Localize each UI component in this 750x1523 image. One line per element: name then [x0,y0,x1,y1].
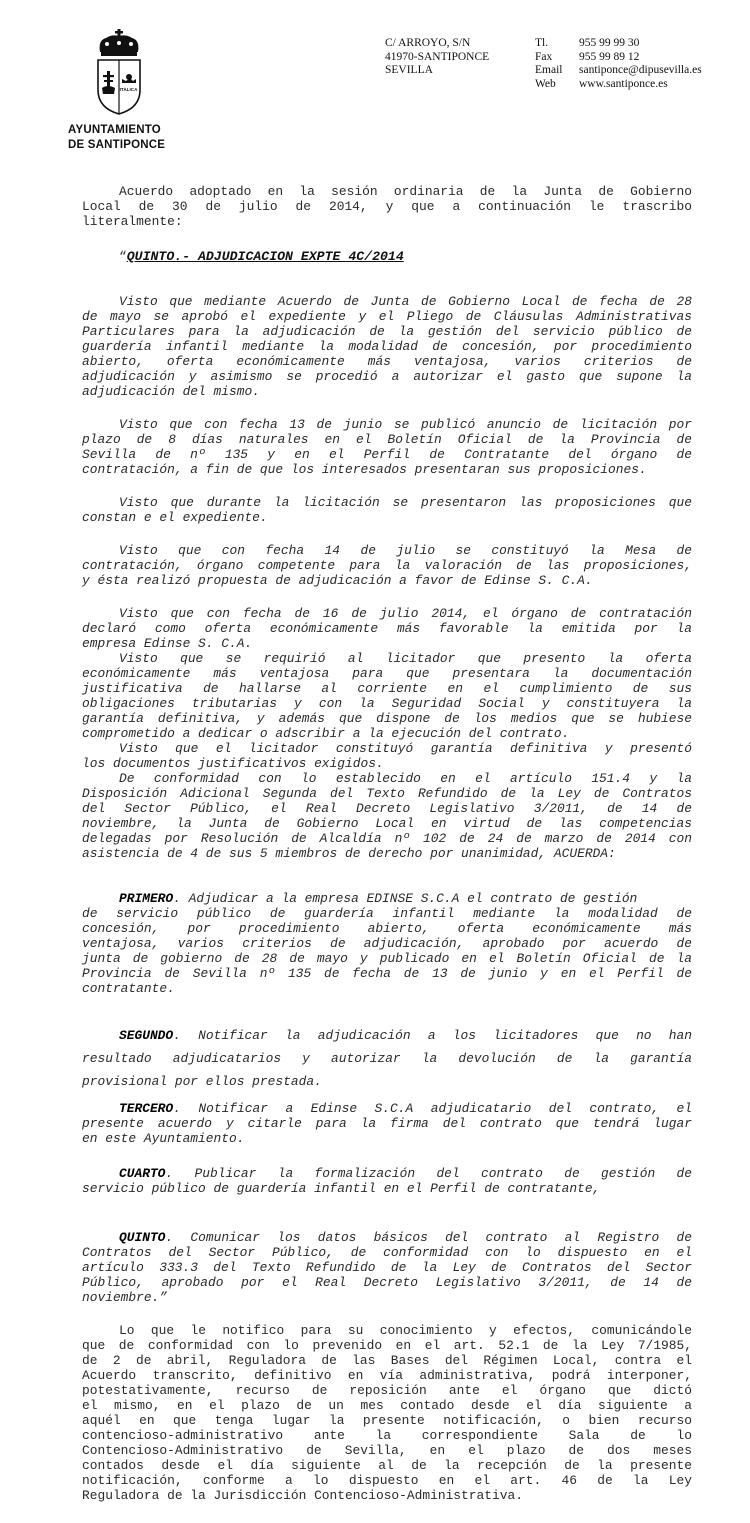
resolution-label: PRIMERO [119,891,174,906]
paragraph-conformidad [82,771,692,861]
text-line: Visto que con fecha de 16 de julio 2014, el órgano de contratación [119,606,692,621]
text-line [82,1101,692,1116]
text-line: de mayo se aprobó el expediente y el Pliego de Cláusulas Administrativas [82,309,692,324]
text-line: Visto que mediante Acuerdo de Junta de Gobierno Local de fecha de 28 [119,294,692,309]
text-line: del Sector Público, el Real Decreto Legislativo 3/2011, de 14 de [82,801,692,816]
resolution-label: TERCERO [119,1101,174,1116]
text-line: plazo de 8 días naturales en el Boletín Oficial de la Provincia de [82,432,692,447]
text-line: De conformidad con lo establecido en el artículo 151.4 y la [119,771,692,786]
text-line: artículo 333.3 del Texto Refundido de la Ley de Contratos del Sector [82,1260,692,1275]
text-line: contratante. [82,981,175,996]
text-line: literalmente: [82,214,183,229]
text-line: delegadas por Resolución de Alcaldía nº 102 de 24 de marzo de 2014 con [82,831,692,846]
text-line: de servicio público de guardería infantil mediante la modalidad de [82,906,692,921]
text-line: Visto que durante la licitación se presentaron las proposiciones que [119,495,692,510]
text-line: Sevilla de nº 135 y en el Perfil de Contratante del órgano de [82,447,692,462]
text-line: contencioso-administrativo ante la correspondiente Sala de lo [82,1428,692,1443]
text-line: servicio público de guardería infantil en el Perfil de contratante, [82,1181,601,1196]
paragraph-visto-2 [82,417,692,477]
contact-email [535,64,702,78]
text-line: comprometido a dedicar o adscribir a la ejecución del contrato. [82,726,570,741]
paragraph-visto-7 [82,741,692,771]
address-line: 41970-SANTIPONCE [385,50,490,63]
text-line: justificativa de hallarse al corriente en el cumplimiento de sus [82,681,692,696]
text-line: Local de 30 de julio de 2014, y que a continuación le trascribo [82,199,692,214]
text-line: declaró como oferta económicamente más favorable la emitida por la [82,621,692,636]
resolution-quinto [82,1230,692,1305]
text-line: contados desde el día siguiente al de la recepción de la presente [82,1458,692,1473]
text-line: obligaciones tributarias y con la Seguridad Social y constituyera la [82,696,692,711]
text-line: Acuerdo transcrito, definitivo en vía administrativa, podrá interponer, [82,1368,692,1383]
opening-quote: “ [119,249,127,264]
paragraph-visto-3 [82,495,692,525]
email-link[interactable]: santiponce@dipusevilla.es [579,64,702,76]
web-link[interactable]: www.santiponce.es [579,77,668,90]
text-line: de 2 de abril, Reguladora de las Bases del Régimen Local, contra el [82,1353,692,1368]
text-line: Reguladora de la Jurisdicción Contencioso-Administrativa. [82,1488,523,1503]
contact-value: 955 99 99 30 [579,37,640,49]
contact-web [535,78,702,92]
contact-label: Email [535,64,563,76]
text-line: Provincia de Sevilla nº 135 de fecha de 13 de junio y en el Perfil de [82,966,692,981]
text-line: ventajosa, varios criterios de adjudicación, aprobado por acuerdo de [82,936,692,951]
text-line: que de conformidad con lo prevenido en el art. 52.1 de la Ley 7/1985, [82,1338,692,1353]
text-line: adjudicación del mismo. [82,384,260,399]
text-line: en este Ayuntamiento. [82,1131,245,1146]
contact-label: Fax [535,50,553,63]
text-line: Acuerdo adoptado en la sesión ordinaria de la Junta de Gobierno [119,184,692,199]
resolution-cuarto [82,1166,692,1196]
paragraph-visto-6 [82,651,692,741]
text-line: Lo que le notifico para su conocimiento y efectos, comunicándole [119,1323,692,1338]
org-name-line2: DE SANTIPONCE [68,139,166,151]
text-line: junta de gobierno de 28 de mayo y publicado en el Boletín Oficial de la [82,951,692,966]
text-line: notificación, conforme a lo dispuesto en el art. 46 de la Ley [82,1473,692,1488]
text-line [82,1166,692,1181]
address-line: SEVILLA [385,64,433,76]
organization-name [68,123,165,153]
resolution-primero [82,891,692,996]
paragraph-visto-5 [82,606,692,651]
text-line: garantía definitiva, y además que dispone de los medios que se hubiese [82,711,692,726]
resolution-label: QUINTO [119,1230,166,1245]
text-line [82,1230,692,1245]
text-line: resultado adjudicatarios y autorizar la devolución de la garantía [82,1051,692,1066]
text-line: los documentos justificativos exigidos. [82,756,384,771]
municipal-crest-icon [92,28,146,116]
text-line: Visto que se requirió al licitador que presento la oferta [119,651,692,666]
resolution-text: . Publicar la formalización del contrato de gestión de [165,1166,692,1181]
resolution-segundo [82,1024,692,1093]
text-line: noviembre.” [82,1290,168,1305]
org-name-line1: AYUNTAMIENTO [68,124,161,136]
text-line: Visto que el licitador constituyó garantía definitiva y presentó [119,741,692,756]
resolution-tercero [82,1101,692,1146]
text-line: Público, aprobado por el Real Decreto Legislativo 3/2011, de 14 de [82,1275,692,1290]
text-line: potestativamente, recurso de reposición ante el órgano que dictó [82,1383,692,1398]
postal-address [385,37,489,78]
contact-phone [535,37,702,51]
contact-value: 955 99 89 12 [579,50,640,63]
text-line: y ésta realizó propuesta de adjudicación a favor de Edinse S. C.A. [82,573,593,588]
text-line: Contratos del Sector Público, de conformidad con lo dispuesto en el [82,1245,692,1260]
text-line: aquél en que tenga lugar la presente notificación, o bien recurso [82,1413,692,1428]
text-line: presente acuerdo y citarle para la firma del contrato que tendrá lugar [82,1116,692,1131]
intro-paragraph [82,184,692,229]
resolution-label: CUARTO [119,1166,166,1181]
text-line: contratación, a fin de que los interesados presentaran sus proposiciones. [82,462,647,477]
text-line: constan e el expediente. [82,510,268,525]
closing-notification [82,1323,692,1503]
text-line: Visto que con fecha 13 de junio se publicó anuncio de licitación por [119,417,692,432]
text-line: empresa Edinse S. C.A. [82,636,253,651]
text-line: contratación, órgano competente para la valoración de las proposiciones, [82,558,692,573]
contact-fax [535,51,702,65]
text-line: Disposición Adicional Segunda del Texto Refundido de la Ley de Contratos [82,786,692,801]
text-line [82,891,692,906]
svg-text:ITALICA: ITALICA [119,87,138,92]
text-line [82,1024,692,1047]
text-line: Visto que con fecha 14 de julio se constituyó la Mesa de [119,543,692,558]
resolution-text: . Comunicar los datos básicos del contrato al Registro de [165,1230,692,1245]
text-line: adjudicación y asimismo se procedió a autorizar el gasto que supone la [82,369,692,384]
contact-info [535,37,702,91]
agreement-title [82,249,692,264]
title-text: QUINTO.- ADJUDICACION EXPTE 4C/2014 [126,249,404,264]
text-line: asistencia de 4 de sus 5 miembros de derecho por unanimidad, ACUERDA: [82,846,616,861]
text-line: provisional por ellos prestada. [82,1074,322,1089]
contact-label: Tl. [535,37,549,49]
paragraph-visto-4 [82,543,692,588]
text-line: Particulares para la adjudicación de la gestión del servicio público de [82,324,692,339]
text-line: noviembre, la Junta de Gobierno Local en virtud de las competencias [82,816,692,831]
resolution-text: . Adjudicar a la empresa EDINSE S.C.A el contrato de gestión [173,891,638,906]
paragraph-visto-1 [82,294,692,399]
text-line: el mismo, en el plazo de un mes contado desde el día siguiente a [82,1398,692,1413]
contact-label: Web [535,77,556,90]
text-line: guardería infantil mediante la modalidad de concesión, por procedimiento [82,339,692,354]
text-line: abierto, oferta económicamente más ventajosa, varios criterios de [82,354,692,369]
text-line: concesión, por procedimiento abierto, oferta económicamente más [82,921,692,936]
address-line: C/ ARROYO, S/N [385,37,471,49]
resolution-label: SEGUNDO [119,1028,174,1043]
resolution-text: . Notificar a Edinse S.C.A adjudicatario del contrato, el [173,1101,692,1116]
text-line: económicamente más ventajosa para que presentara la documentación [82,666,692,681]
resolution-text: . Notificar la adjudicación a los licitadores que no han [173,1028,692,1043]
text-line: Contencioso-Administrativo de Sevilla, en el plazo de dos meses [82,1443,692,1458]
document-body [82,184,692,1503]
